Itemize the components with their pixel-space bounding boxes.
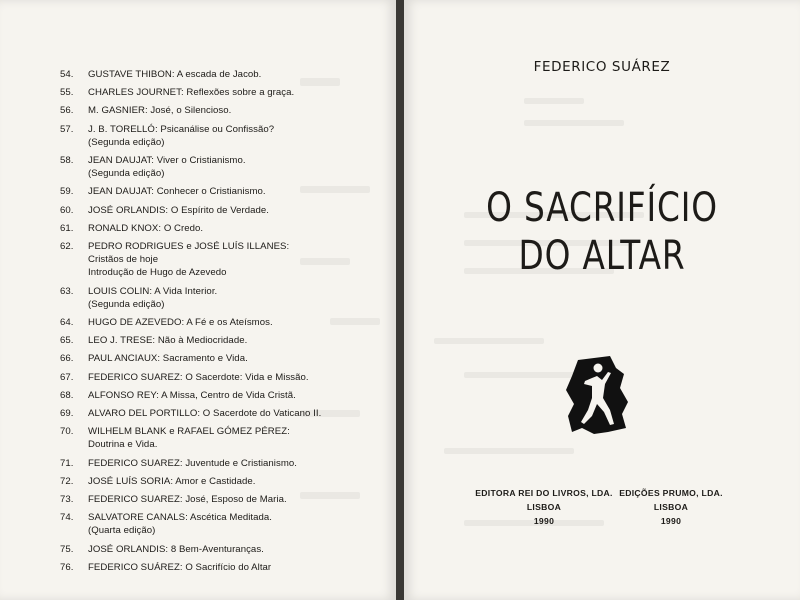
list-item-text xyxy=(88,425,380,451)
book-entry: JEAN DAUJAT: Viver o Cristianismo. xyxy=(88,155,246,167)
publisher-name: EDITORA REI DO LIVROS, LDA. xyxy=(475,488,613,498)
list-item xyxy=(60,154,380,180)
list-item-text xyxy=(88,316,380,329)
book-entry: J. B. TORELLÓ: Psicanálise ou Confissão? xyxy=(88,123,275,135)
book-title-line-2: DO ALTAR xyxy=(518,233,686,279)
book-entry: SALVATORE CANALS: Ascética Meditada. xyxy=(88,512,272,524)
publisher-year: 1990 xyxy=(533,516,555,526)
list-item-text xyxy=(88,475,380,488)
book-entry: PAUL ANCIAUX: Sacramento e Vida. xyxy=(88,353,248,365)
list-item xyxy=(60,389,380,402)
publisher-emblem-icon xyxy=(564,354,630,436)
publisher-block-2 xyxy=(616,486,726,528)
book-entry: GUSTAVE THIBON: A escada de Jacob. xyxy=(88,69,262,80)
list-item-number: 71. xyxy=(60,457,74,469)
book-entry: JEAN DAUJAT: Conhecer o Cristianismo. xyxy=(88,186,266,198)
book-entry: PEDRO RODRIGUES e JOSÉ LUÍS ILLANES: xyxy=(88,241,290,253)
list-item xyxy=(60,371,380,384)
list-item-number: 74. xyxy=(60,512,74,524)
book-entry: ALVARO DEL PORTILLO: O Sacerdote do Vaticano II. xyxy=(88,408,322,420)
book-entry: FEDERICO SUÁREZ: O Sacrifício do Altar xyxy=(88,561,272,573)
list-item xyxy=(60,475,380,488)
book-gutter xyxy=(396,0,404,600)
list-item xyxy=(60,222,380,235)
list-item-number: 75. xyxy=(60,543,74,555)
list-item xyxy=(60,204,380,217)
book-title-line-1: O SACRIFÍCIO xyxy=(486,185,718,231)
book-entry: FEDERICO SUAREZ: O Sacerdote: Vida e Missão. xyxy=(88,371,309,383)
publisher-block-1 xyxy=(474,486,614,528)
book-entry: HUGO DE AZEVEDO: A Fé e os Ateísmos. xyxy=(88,317,273,329)
list-item-text xyxy=(88,104,380,117)
publisher-year: 1990 xyxy=(660,516,682,526)
list-item-text xyxy=(88,511,380,537)
book-entry: FEDERICO SUAREZ: José, Esposo de Maria. xyxy=(88,494,287,506)
book-entry: JOSÉ ORLANDIS: O Espírito de Verdade. xyxy=(88,204,270,216)
list-item xyxy=(60,334,380,347)
list-item-text xyxy=(88,334,380,347)
book-entry: LEO J. TRESE: Não à Mediocridade. xyxy=(88,335,248,347)
list-item-number: 72. xyxy=(60,475,74,487)
list-item-number: 65. xyxy=(60,335,74,347)
list-item-text xyxy=(88,154,380,180)
series-book-list xyxy=(60,68,380,579)
book-entry-note: (Quarta edição) xyxy=(88,525,156,537)
list-item-number: 68. xyxy=(60,389,74,401)
list-item-text xyxy=(88,222,380,235)
list-item xyxy=(60,543,380,556)
list-item xyxy=(60,123,380,149)
author-name: FEDERICO SUÁREZ xyxy=(533,59,671,75)
book-entry: WILHELM BLANK e RAFAEL GÓMEZ PÉREZ: xyxy=(88,426,290,438)
list-item-number: 63. xyxy=(60,285,74,297)
list-item-number: 73. xyxy=(60,494,74,506)
list-item-text xyxy=(88,240,380,280)
list-item-text xyxy=(88,352,380,365)
book-entry-note: (Segunda edição) xyxy=(88,136,165,148)
book-entry: FEDERICO SUAREZ: Juventude e Cristianismo. xyxy=(88,457,297,469)
list-item-text xyxy=(88,493,380,506)
book-entry-note: Cristãos de hoje xyxy=(88,254,159,266)
book-entry: JOSÉ ORLANDIS: 8 Bem-Aventuranças. xyxy=(88,543,264,555)
list-item xyxy=(60,511,380,537)
list-item xyxy=(60,407,380,420)
list-item xyxy=(60,352,380,365)
book-entry: LOUIS COLIN: A Vida Interior. xyxy=(88,285,218,297)
list-item-number: 62. xyxy=(60,241,74,253)
list-item-number: 67. xyxy=(60,371,74,383)
book-entry: JOSÉ LUÍS SORIA: Amor e Castidade. xyxy=(88,475,256,487)
list-item-number: 58. xyxy=(60,155,74,167)
book-title xyxy=(440,184,765,280)
list-item xyxy=(60,316,380,329)
book-entry-note: Introdução de Hugo de Azevedo xyxy=(88,267,227,279)
book-entry: CHARLES JOURNET: Reflexões sobre a graça. xyxy=(88,87,295,99)
list-item xyxy=(60,457,380,470)
list-item xyxy=(60,86,380,99)
list-item-text xyxy=(88,457,380,470)
book-entry: M. GASNIER: José, o Silencioso. xyxy=(88,105,232,117)
list-item-text xyxy=(88,561,380,574)
list-item-number: 70. xyxy=(60,426,74,438)
list-item xyxy=(60,493,380,506)
list-item-number: 57. xyxy=(60,123,74,135)
book-entry-note: (Segunda edição) xyxy=(88,298,165,310)
list-item-number: 60. xyxy=(60,204,74,216)
list-item-text xyxy=(88,285,380,311)
list-item-text xyxy=(88,123,380,149)
publisher-city: LISBOA xyxy=(526,502,562,512)
book-entry: ALFONSO REY: A Missa, Centro de Vida Cristã. xyxy=(88,389,296,401)
list-item xyxy=(60,104,380,117)
list-item-number: 54. xyxy=(60,69,74,80)
list-item-number: 59. xyxy=(60,186,74,198)
list-item xyxy=(60,68,380,81)
list-item-number: 55. xyxy=(60,87,74,99)
list-item-number: 61. xyxy=(60,222,74,234)
publisher-city: LISBOA xyxy=(653,502,689,512)
list-item xyxy=(60,561,380,574)
publisher-name: EDIÇÕES PRUMO, LDA. xyxy=(619,488,723,498)
book-entry: RONALD KNOX: O Credo. xyxy=(88,222,204,234)
list-item-text xyxy=(88,543,380,556)
list-item xyxy=(60,425,380,451)
book-entry-note: (Segunda edição) xyxy=(88,168,165,180)
list-item xyxy=(60,185,380,198)
book-entry-note: Doutrina e Vida. xyxy=(88,439,158,451)
list-item-text xyxy=(88,204,380,217)
list-item-number: 69. xyxy=(60,408,74,420)
list-item-number: 76. xyxy=(60,561,74,573)
list-item-text xyxy=(88,185,380,198)
list-item-text xyxy=(88,389,380,402)
list-item-number: 66. xyxy=(60,353,74,365)
list-item-text xyxy=(88,407,380,420)
list-item-text xyxy=(88,371,380,384)
list-item-text xyxy=(88,86,380,99)
list-item-number: 64. xyxy=(60,317,74,329)
list-item-number: 56. xyxy=(60,105,74,117)
list-item xyxy=(60,240,380,280)
list-item xyxy=(60,285,380,311)
list-item-text xyxy=(88,68,380,81)
